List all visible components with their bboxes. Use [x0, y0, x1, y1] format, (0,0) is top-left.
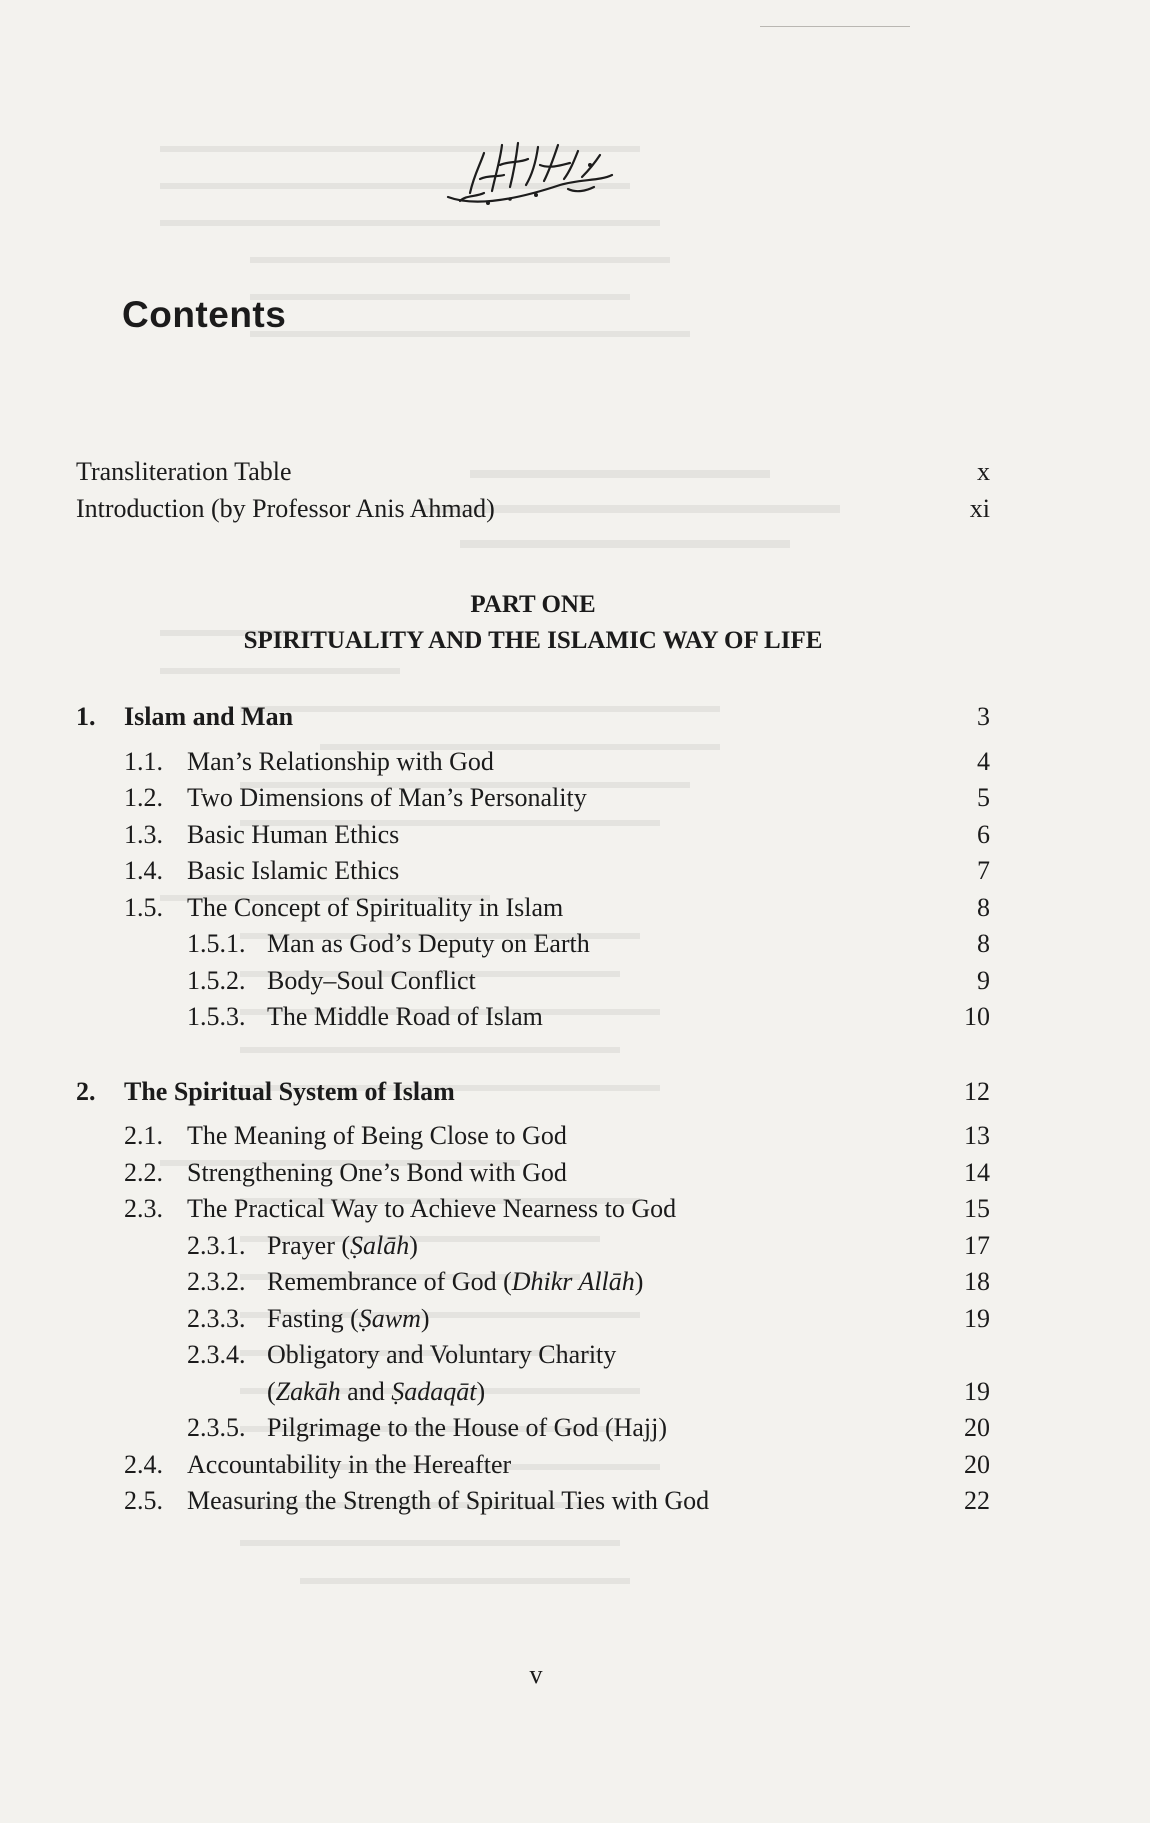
- title-text: (: [267, 1377, 276, 1406]
- toc-page-number: 17: [964, 1231, 990, 1260]
- chapter-number: 1.: [76, 702, 96, 731]
- section-title: Measuring the Strength of Spiritual Ties with God: [187, 1486, 710, 1515]
- section-title: Accountability in the Hereafter: [187, 1450, 512, 1479]
- title-text: ): [420, 1304, 430, 1333]
- section-number: 1.5.: [124, 893, 163, 922]
- section-title: Man’s Relationship with God: [187, 747, 494, 776]
- toc-page-number: 12: [964, 1077, 990, 1106]
- toc-page-number: 7: [977, 856, 990, 885]
- section-number: 2.3.1.: [187, 1231, 246, 1260]
- chapter-title: The Spiritual System of Islam: [124, 1077, 455, 1106]
- section-number: 1.3.: [124, 820, 163, 849]
- title-text: Prayer (: [267, 1231, 351, 1260]
- toc-page-number: 13: [964, 1121, 990, 1150]
- toc-page-number: 9: [977, 966, 990, 995]
- section-number: 2.3.4.: [187, 1340, 246, 1369]
- title-text: and: [340, 1377, 392, 1406]
- toc-page-number: 18: [964, 1267, 990, 1296]
- toc-entry-label: Transliteration Table: [76, 457, 292, 486]
- section-title: [267, 1304, 430, 1334]
- toc-page-number: 15: [964, 1194, 990, 1223]
- section-title: The Meaning of Being Close to God: [187, 1121, 567, 1150]
- title-italic-term: Ṣalāh: [350, 1231, 410, 1260]
- section-title: The Concept of Spirituality in Islam: [187, 893, 564, 922]
- chapter-number: 2.: [76, 1077, 96, 1106]
- part-label: PART ONE: [470, 591, 596, 618]
- section-number: 2.1.: [124, 1121, 163, 1150]
- section-title: [267, 1267, 643, 1297]
- toc-page-number: 20: [964, 1413, 990, 1442]
- section-number: 2.2.: [124, 1158, 163, 1187]
- toc-page-number: 5: [977, 783, 990, 812]
- scan-edge-mark: [760, 26, 910, 27]
- toc-page-number: 8: [977, 929, 990, 958]
- toc-page-number: xi: [969, 494, 990, 523]
- section-title: Man as God’s Deputy on Earth: [267, 929, 590, 958]
- toc-page-number: 19: [964, 1377, 990, 1406]
- section-number: 1.2.: [124, 783, 163, 812]
- title-italic-term: Ṣawm: [358, 1304, 421, 1333]
- section-number: 2.3.3.: [187, 1304, 246, 1333]
- section-number: 1.4.: [124, 856, 163, 885]
- section-number: 2.5.: [124, 1486, 163, 1515]
- page-title: Contents: [122, 294, 287, 335]
- toc-page-number: 8: [977, 893, 990, 922]
- title-text: Remembrance of God (: [267, 1267, 512, 1296]
- section-title: Pilgrimage to the House of God (Hajj): [267, 1413, 668, 1442]
- section-title: [267, 1377, 485, 1407]
- part-title: SPIRITUALITY AND THE ISLAMIC WAY OF LIFE: [243, 627, 823, 654]
- toc-page-number: 22: [964, 1486, 990, 1515]
- title-italic-term: Dhikr Allāh: [511, 1267, 635, 1296]
- toc-entry-label: Introduction (by Professor Anis Ahmad): [76, 494, 495, 523]
- toc-page-number: 10: [964, 1002, 990, 1031]
- toc-page-number: 6: [977, 820, 990, 849]
- section-title: [267, 1231, 418, 1261]
- section-number: 1.1.: [124, 747, 163, 776]
- section-title: The Practical Way to Achieve Nearness to God: [187, 1194, 677, 1223]
- title-text: ): [634, 1267, 644, 1296]
- section-title: Strengthening One’s Bond with God: [187, 1158, 567, 1187]
- title-text: Fasting (: [267, 1304, 359, 1333]
- toc-page-number: 19: [964, 1304, 990, 1333]
- title-text: ): [476, 1377, 486, 1406]
- toc-entry-transliteration[interactable]: [76, 457, 292, 487]
- chapter-title: Islam and Man: [124, 702, 294, 731]
- section-number: 2.3.5.: [187, 1413, 246, 1442]
- toc-page-number: 3: [977, 702, 990, 731]
- section-number: 1.5.2.: [187, 966, 246, 995]
- section-title: Obligatory and Voluntary Charity: [267, 1340, 617, 1369]
- toc-page-number: x: [977, 457, 990, 486]
- section-number: 2.3.2.: [187, 1267, 246, 1296]
- section-title: Body–Soul Conflict: [267, 966, 476, 995]
- title-italic-term: Zakāh: [275, 1377, 341, 1406]
- basmala-calligraphy-image: [440, 135, 620, 215]
- toc-entry-introduction[interactable]: [76, 494, 495, 524]
- toc-page-number: 20: [964, 1450, 990, 1479]
- section-title: Basic Human Ethics: [187, 820, 400, 849]
- section-number: 2.4.: [124, 1450, 163, 1479]
- title-text: ): [409, 1231, 418, 1260]
- section-number: 1.5.3.: [187, 1002, 246, 1031]
- toc-page-number: 14: [964, 1158, 990, 1187]
- section-title: Basic Islamic Ethics: [187, 856, 400, 885]
- section-title: Two Dimensions of Man’s Personality: [187, 783, 587, 812]
- title-italic-term: Ṣadaqāt: [391, 1377, 477, 1406]
- page-folio: v: [529, 1660, 543, 1689]
- toc-page-number: 4: [977, 747, 990, 776]
- section-number: 1.5.1.: [187, 929, 246, 958]
- section-number: 2.3.: [124, 1194, 163, 1223]
- section-title: The Middle Road of Islam: [267, 1002, 543, 1031]
